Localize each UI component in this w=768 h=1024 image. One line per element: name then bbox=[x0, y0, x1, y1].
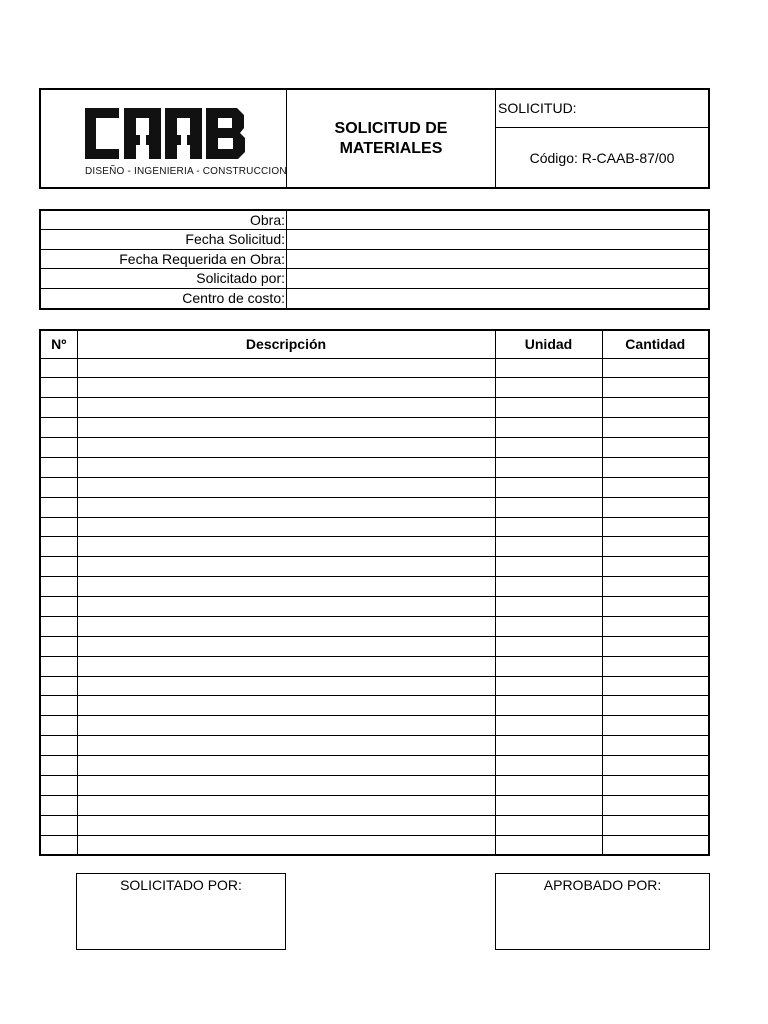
item-unit-cell[interactable] bbox=[495, 597, 602, 617]
item-number-cell[interactable] bbox=[40, 775, 77, 795]
item-number-cell[interactable] bbox=[40, 597, 77, 617]
item-quantity-cell[interactable] bbox=[602, 418, 709, 438]
info-row-solicitado-por bbox=[41, 269, 708, 288]
item-unit-cell[interactable] bbox=[495, 795, 602, 815]
item-description-cell[interactable] bbox=[77, 656, 495, 676]
item-number-cell[interactable] bbox=[40, 795, 77, 815]
item-description-cell[interactable] bbox=[77, 358, 495, 378]
table-row bbox=[40, 398, 709, 418]
item-quantity-cell[interactable] bbox=[602, 597, 709, 617]
item-number-cell[interactable] bbox=[40, 656, 77, 676]
item-unit-cell[interactable] bbox=[495, 438, 602, 458]
item-number-cell[interactable] bbox=[40, 676, 77, 696]
table-row bbox=[40, 378, 709, 398]
item-unit-cell[interactable] bbox=[495, 616, 602, 636]
form-code-cell bbox=[496, 90, 708, 187]
item-description-cell[interactable] bbox=[77, 676, 495, 696]
item-description-cell[interactable] bbox=[77, 418, 495, 438]
item-description-cell[interactable] bbox=[77, 438, 495, 458]
table-header-row bbox=[40, 330, 709, 358]
table-row bbox=[40, 517, 709, 537]
table-row bbox=[40, 537, 709, 557]
item-quantity-cell[interactable] bbox=[602, 756, 709, 776]
table-row bbox=[40, 835, 709, 855]
item-description-cell[interactable] bbox=[77, 557, 495, 577]
item-unit-cell[interactable] bbox=[495, 378, 602, 398]
item-description-cell[interactable] bbox=[77, 716, 495, 736]
item-unit-cell[interactable] bbox=[495, 477, 602, 497]
item-number-cell[interactable] bbox=[40, 497, 77, 517]
item-unit-cell[interactable] bbox=[495, 457, 602, 477]
item-description-cell[interactable] bbox=[77, 398, 495, 418]
item-description-cell[interactable] bbox=[77, 736, 495, 756]
item-quantity-cell[interactable] bbox=[602, 577, 709, 597]
caab-logo-graphic bbox=[41, 90, 287, 187]
item-description-cell[interactable] bbox=[77, 537, 495, 557]
info-label: Centro de costo: bbox=[41, 289, 287, 308]
column-header-number: Nº bbox=[40, 330, 77, 358]
form-title bbox=[287, 90, 496, 187]
item-description-cell[interactable] bbox=[77, 517, 495, 537]
item-quantity-cell[interactable] bbox=[602, 438, 709, 458]
item-description-cell[interactable] bbox=[77, 577, 495, 597]
item-unit-cell[interactable] bbox=[495, 756, 602, 776]
column-header-description: Descripción bbox=[77, 330, 495, 358]
item-unit-cell[interactable] bbox=[495, 358, 602, 378]
item-quantity-cell[interactable] bbox=[602, 616, 709, 636]
item-description-cell[interactable] bbox=[77, 378, 495, 398]
info-row-fecha-solicitud bbox=[41, 230, 708, 249]
item-number-cell[interactable] bbox=[40, 835, 77, 855]
item-quantity-cell[interactable] bbox=[602, 656, 709, 676]
table-row bbox=[40, 438, 709, 458]
item-number-cell[interactable] bbox=[40, 517, 77, 537]
info-label: Solicitado por: bbox=[41, 269, 287, 287]
item-number-cell[interactable] bbox=[40, 378, 77, 398]
item-quantity-cell[interactable] bbox=[602, 736, 709, 756]
item-quantity-cell[interactable] bbox=[602, 775, 709, 795]
item-number-cell[interactable] bbox=[40, 736, 77, 756]
item-quantity-cell[interactable] bbox=[602, 716, 709, 736]
info-label: Fecha Solicitud: bbox=[41, 230, 287, 248]
request-info-block bbox=[39, 209, 710, 310]
table-row bbox=[40, 457, 709, 477]
table-row bbox=[40, 597, 709, 617]
fecha-requerida-field[interactable] bbox=[287, 250, 708, 268]
item-number-cell[interactable] bbox=[40, 557, 77, 577]
item-number-cell[interactable] bbox=[40, 815, 77, 835]
item-unit-cell[interactable] bbox=[495, 656, 602, 676]
item-unit-cell[interactable] bbox=[495, 736, 602, 756]
item-description-cell[interactable] bbox=[77, 477, 495, 497]
table-row bbox=[40, 795, 709, 815]
item-unit-cell[interactable] bbox=[495, 716, 602, 736]
item-unit-cell[interactable] bbox=[495, 577, 602, 597]
table-row bbox=[40, 676, 709, 696]
item-quantity-cell[interactable] bbox=[602, 636, 709, 656]
column-header-unit: Unidad bbox=[495, 330, 602, 358]
item-description-cell[interactable] bbox=[77, 457, 495, 477]
item-description-cell[interactable] bbox=[77, 835, 495, 855]
form-code: Código: R-CAAB-87/00 bbox=[529, 149, 675, 166]
item-unit-cell[interactable] bbox=[495, 398, 602, 418]
form-header bbox=[39, 88, 710, 189]
item-number-cell[interactable] bbox=[40, 438, 77, 458]
approved-by-signature-box[interactable] bbox=[495, 873, 710, 950]
item-unit-cell[interactable] bbox=[495, 775, 602, 795]
logo-tagline: DISEÑO - INGENIERIA - CONSTRUCCION bbox=[85, 166, 287, 177]
item-unit-cell[interactable] bbox=[495, 497, 602, 517]
requested-by-signature-box[interactable] bbox=[76, 873, 286, 950]
table-row bbox=[40, 775, 709, 795]
table-row bbox=[40, 696, 709, 716]
info-label: Obra: bbox=[41, 211, 287, 229]
item-number-cell[interactable] bbox=[40, 696, 77, 716]
info-label: Fecha Requerida en Obra: bbox=[41, 250, 287, 268]
item-quantity-cell[interactable] bbox=[602, 537, 709, 557]
obra-field[interactable] bbox=[287, 211, 708, 229]
solicitud-label: SOLICITUD: bbox=[496, 90, 708, 128]
item-number-cell[interactable] bbox=[40, 358, 77, 378]
item-unit-cell[interactable] bbox=[495, 676, 602, 696]
table-row bbox=[40, 497, 709, 517]
requested-by-label: SOLICITADO POR: bbox=[120, 877, 242, 893]
item-quantity-cell[interactable] bbox=[602, 497, 709, 517]
item-quantity-cell[interactable] bbox=[602, 835, 709, 855]
column-header-quantity: Cantidad bbox=[602, 330, 709, 358]
item-unit-cell[interactable] bbox=[495, 835, 602, 855]
item-description-cell[interactable] bbox=[77, 497, 495, 517]
table-row bbox=[40, 716, 709, 736]
item-description-cell[interactable] bbox=[77, 795, 495, 815]
item-description-cell[interactable] bbox=[77, 775, 495, 795]
item-quantity-cell[interactable] bbox=[602, 676, 709, 696]
item-quantity-cell[interactable] bbox=[602, 517, 709, 537]
table-row bbox=[40, 636, 709, 656]
item-unit-cell[interactable] bbox=[495, 815, 602, 835]
item-number-cell[interactable] bbox=[40, 756, 77, 776]
item-unit-cell[interactable] bbox=[495, 557, 602, 577]
solicitado-por-field[interactable] bbox=[287, 269, 708, 287]
item-quantity-cell[interactable] bbox=[602, 358, 709, 378]
item-quantity-cell[interactable] bbox=[602, 398, 709, 418]
item-quantity-cell[interactable] bbox=[602, 815, 709, 835]
item-unit-cell[interactable] bbox=[495, 696, 602, 716]
table-row bbox=[40, 656, 709, 676]
item-description-cell[interactable] bbox=[77, 696, 495, 716]
info-row-centro-costo bbox=[41, 289, 708, 308]
table-row bbox=[40, 736, 709, 756]
approved-by-label: APROBADO POR: bbox=[543, 877, 662, 893]
item-description-cell[interactable] bbox=[77, 636, 495, 656]
item-quantity-cell[interactable] bbox=[602, 477, 709, 497]
company-logo bbox=[41, 90, 287, 187]
item-quantity-cell[interactable] bbox=[602, 557, 709, 577]
item-description-cell[interactable] bbox=[77, 815, 495, 835]
item-number-cell[interactable] bbox=[40, 398, 77, 418]
info-row-fecha-requerida bbox=[41, 250, 708, 269]
item-description-cell[interactable] bbox=[77, 597, 495, 617]
materials-table bbox=[39, 329, 710, 856]
item-number-cell[interactable] bbox=[40, 636, 77, 656]
form-title-line1: SOLICITUD DE bbox=[334, 119, 448, 137]
item-number-cell[interactable] bbox=[40, 457, 77, 477]
fecha-solicitud-field[interactable] bbox=[287, 230, 708, 248]
table-row bbox=[40, 418, 709, 438]
item-number-cell[interactable] bbox=[40, 577, 77, 597]
table-row bbox=[40, 557, 709, 577]
item-number-cell[interactable] bbox=[40, 477, 77, 497]
item-number-cell[interactable] bbox=[40, 537, 77, 557]
table-row bbox=[40, 577, 709, 597]
table-row bbox=[40, 616, 709, 636]
item-quantity-cell[interactable] bbox=[602, 457, 709, 477]
table-row bbox=[40, 358, 709, 378]
item-description-cell[interactable] bbox=[77, 756, 495, 776]
item-description-cell[interactable] bbox=[77, 616, 495, 636]
item-unit-cell[interactable] bbox=[495, 537, 602, 557]
form-title-line2: MATERIALES bbox=[339, 139, 443, 157]
table-row bbox=[40, 477, 709, 497]
table-row bbox=[40, 815, 709, 835]
centro-costo-field[interactable] bbox=[287, 289, 708, 308]
info-row-obra bbox=[41, 211, 708, 230]
item-number-cell[interactable] bbox=[40, 418, 77, 438]
item-quantity-cell[interactable] bbox=[602, 795, 709, 815]
item-unit-cell[interactable] bbox=[495, 517, 602, 537]
item-unit-cell[interactable] bbox=[495, 418, 602, 438]
item-quantity-cell[interactable] bbox=[602, 378, 709, 398]
item-quantity-cell[interactable] bbox=[602, 696, 709, 716]
item-number-cell[interactable] bbox=[40, 616, 77, 636]
table-row bbox=[40, 756, 709, 776]
item-number-cell[interactable] bbox=[40, 716, 77, 736]
item-unit-cell[interactable] bbox=[495, 636, 602, 656]
